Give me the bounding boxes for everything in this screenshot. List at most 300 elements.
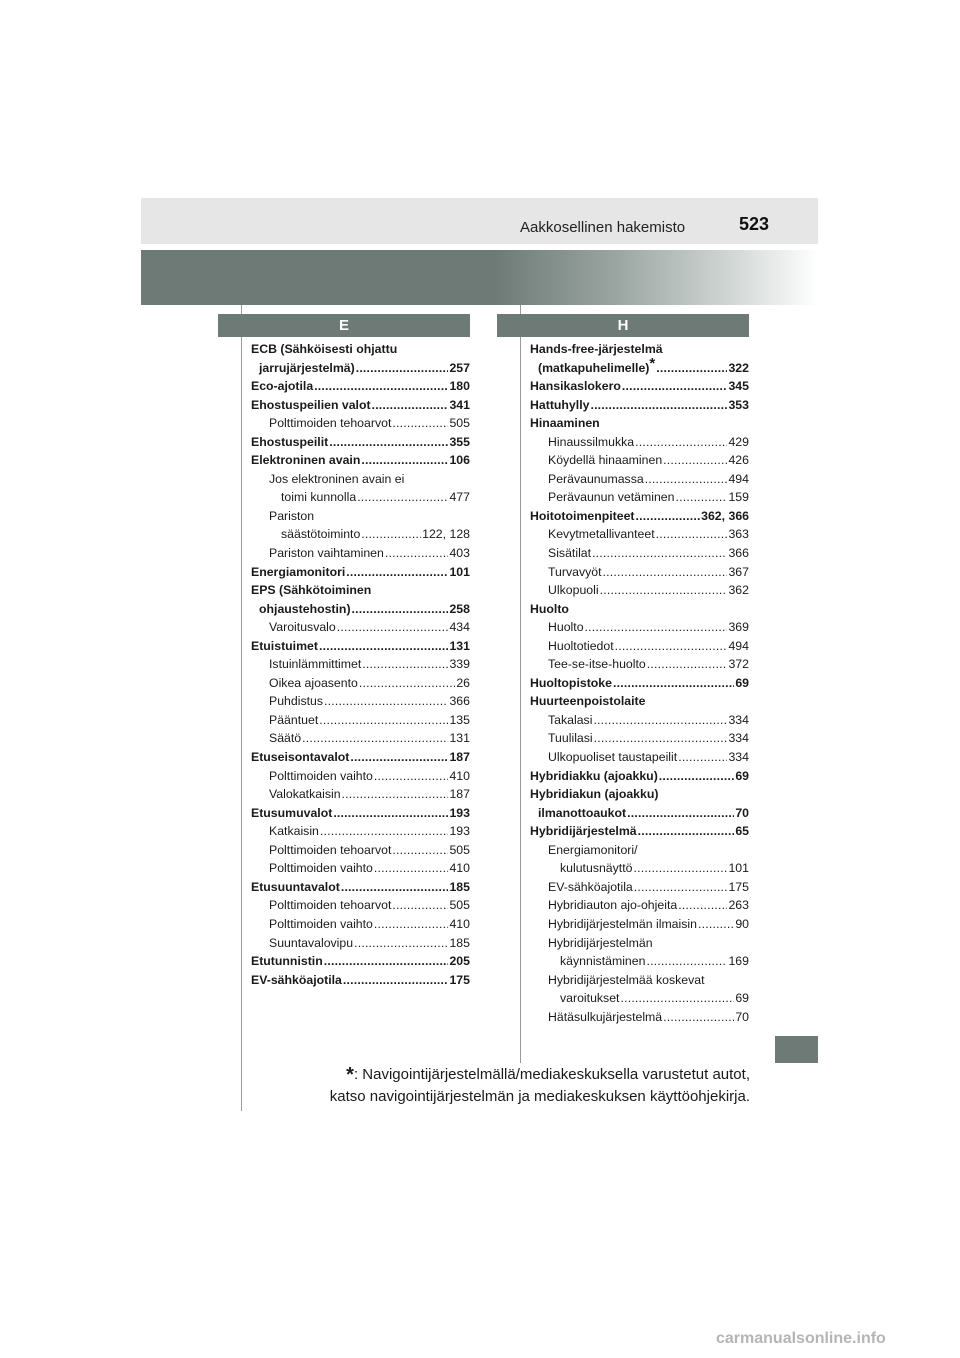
index-entry	[251, 878, 470, 897]
index-entry	[530, 822, 749, 841]
entry-term: ECB (Sähköisesti ohjattu	[251, 342, 398, 356]
index-entry-line	[530, 563, 749, 582]
page-ref: 175	[449, 972, 470, 987]
page-ref: 410	[449, 916, 470, 931]
index-entry-line-cont	[530, 841, 749, 860]
index-entry-line	[530, 989, 749, 1008]
entry-term: Turvavyöt	[548, 564, 602, 579]
chapter-tab	[775, 1036, 818, 1063]
page-ref: 355	[449, 434, 470, 449]
letter-h-label: H	[617, 317, 629, 334]
dot-leader	[615, 637, 728, 656]
index-entry-line	[530, 674, 749, 693]
index-entry	[251, 711, 470, 730]
dot-leader	[634, 878, 728, 897]
dot-leader	[354, 934, 448, 953]
index-entry	[530, 507, 749, 526]
entry-term: Pariston	[269, 508, 315, 523]
index-entry	[251, 822, 470, 841]
page-ref: 180	[449, 379, 470, 394]
entry-term: Jos elektroninen avain ei	[269, 471, 405, 486]
entry-term: Kevytmetallivanteet	[548, 527, 655, 542]
dot-leader	[359, 674, 455, 693]
dot-leader	[620, 989, 734, 1008]
index-entry	[251, 859, 470, 878]
dot-leader	[324, 952, 449, 971]
page-ref: 345	[728, 379, 749, 394]
page-ref: 505	[449, 416, 470, 431]
dot-leader	[352, 600, 449, 619]
entry-term: Hinaaminen	[530, 416, 600, 431]
dot-leader	[663, 451, 727, 470]
index-entry	[251, 841, 470, 860]
index-entry-line-cont	[530, 340, 749, 359]
page-ref: 426	[728, 453, 749, 468]
page-ref: 69	[735, 991, 749, 1006]
index-entry-line	[530, 1008, 749, 1027]
entry-term: Istuinlämmittimet	[269, 657, 362, 672]
index-entry-line-cont	[251, 581, 470, 600]
index-entry-line	[530, 711, 749, 730]
index-entry	[251, 396, 470, 415]
page-ref: 362	[728, 583, 749, 598]
index-entry	[251, 340, 470, 377]
dot-leader	[341, 878, 449, 897]
index-entry-line	[251, 674, 470, 693]
dot-leader	[392, 896, 448, 915]
entry-term: Huoltopistoke	[530, 675, 612, 690]
index-entry	[530, 896, 749, 915]
dot-leader	[678, 896, 727, 915]
index-entry-line	[251, 971, 470, 990]
index-entry-line-cont	[251, 340, 470, 359]
dot-leader	[613, 674, 734, 693]
page-ref: 69	[735, 768, 749, 783]
index-entry-line	[530, 396, 749, 415]
index-entry	[530, 488, 749, 507]
index-entry-line	[251, 618, 470, 637]
index-entry	[251, 767, 470, 786]
index-entry-line	[530, 414, 749, 433]
dot-leader	[627, 804, 734, 823]
index-entry-line	[530, 354, 749, 378]
dot-leader	[319, 711, 448, 730]
page-ref: 187	[449, 787, 470, 802]
index-entry	[530, 581, 749, 600]
index-entry	[251, 507, 470, 544]
dot-leader	[646, 952, 727, 971]
index-entry-line	[251, 433, 470, 452]
index-entry-line	[530, 896, 749, 915]
page-ref: 494	[728, 471, 749, 486]
footnote-text-1: : Navigointijärjestelmällä/mediakeskuksella varustetut autot,	[353, 1066, 750, 1083]
entry-term: (matkapuhelimelle)*	[538, 354, 656, 375]
index-entry-line	[530, 822, 749, 841]
index-entry-line	[530, 915, 749, 934]
dot-leader	[622, 377, 728, 396]
page-ref: 185	[449, 935, 470, 950]
index-entry	[251, 952, 470, 971]
page-ref: 367	[728, 564, 749, 579]
entry-term: Polttimoiden vaihto	[269, 768, 373, 783]
index-entry-line	[530, 488, 749, 507]
index-entry	[530, 748, 749, 767]
index-entry-line	[251, 544, 470, 563]
index-entry-line	[530, 433, 749, 452]
dot-leader	[374, 859, 449, 878]
page-ref: 65	[735, 824, 749, 839]
index-entry-line	[530, 878, 749, 897]
entry-term: Polttimoiden tehoarvot	[269, 416, 392, 431]
footnote-line-2: katso navigointijärjestelmän ja mediakeskuksen käyttöohjekirja.	[329, 1088, 750, 1105]
page-ref: 410	[449, 768, 470, 783]
dot-leader	[656, 359, 727, 378]
entry-term: Ehostuspeilit	[251, 434, 329, 449]
entry-term: Ehostuspeilien valot	[251, 397, 371, 412]
index-entry-line	[251, 878, 470, 897]
index-entry	[251, 433, 470, 452]
index-entry	[530, 544, 749, 563]
entry-term: Perävaunumassa	[548, 471, 644, 486]
index-entry	[530, 971, 749, 1008]
page-ref: 363	[728, 527, 749, 542]
index-entry-line	[530, 748, 749, 767]
page-ref: 135	[449, 712, 470, 727]
index-column-h	[530, 340, 749, 1026]
page-ref: 70	[735, 1009, 749, 1024]
page-ref: 106	[449, 453, 470, 468]
page-ref: 353	[728, 397, 749, 412]
index-entry	[251, 581, 470, 618]
entry-term: Hinaussilmukka	[548, 434, 635, 449]
index-entry	[530, 618, 749, 637]
page-ref: 101	[449, 564, 470, 579]
dot-leader	[636, 507, 701, 526]
page-ref: 410	[449, 861, 470, 876]
index-entry	[530, 1008, 749, 1027]
dot-leader	[633, 859, 727, 878]
index-entry-line	[251, 525, 470, 544]
index-entry	[251, 748, 470, 767]
entry-term: Etusumuvalot	[251, 805, 333, 820]
index-entry	[530, 433, 749, 452]
dot-leader	[356, 359, 449, 378]
dot-leader	[392, 414, 448, 433]
index-entry-line	[251, 414, 470, 433]
page-ref: 369	[728, 620, 749, 635]
page-ref: 372	[728, 657, 749, 672]
dot-leader	[350, 748, 448, 767]
entry-term: Elektroninen avain	[251, 453, 361, 468]
index-column-e	[251, 340, 470, 989]
entry-term: Hattuhylly	[530, 397, 590, 412]
dot-leader	[361, 451, 448, 470]
index-entry-line	[530, 581, 749, 600]
page-ref: 69	[735, 675, 749, 690]
dot-leader	[357, 488, 448, 507]
page-ref: 322	[728, 360, 749, 375]
dot-leader	[600, 581, 728, 600]
index-entry-line-cont	[251, 470, 470, 489]
index-entry-line	[530, 952, 749, 971]
entry-term: Etuseisontavalot	[251, 750, 350, 765]
index-entry-line	[530, 692, 749, 711]
index-entry	[530, 525, 749, 544]
footnote-star: *	[649, 354, 656, 372]
page-ref: 263	[728, 898, 749, 913]
index-entry-line	[251, 637, 470, 656]
page-ref: 258	[449, 601, 470, 616]
index-entry	[251, 692, 470, 711]
index-entry	[530, 637, 749, 656]
index-entry-line	[251, 359, 470, 378]
entry-term: Hybridijärjestelmää koskevat	[548, 972, 705, 987]
entry-term: Hoitotoimenpiteet	[530, 508, 635, 523]
index-entry-line	[251, 488, 470, 507]
index-entry	[530, 878, 749, 897]
entry-term: toimi kunnolla	[281, 490, 357, 505]
index-entry-line	[251, 600, 470, 619]
page-ref: 434	[449, 620, 470, 635]
entry-term: Eco-ajotila	[251, 379, 314, 394]
page-ref: 70	[735, 805, 749, 820]
page-ref: 505	[449, 898, 470, 913]
page-ref: 341	[449, 397, 470, 412]
entry-term: Hybridijärjestelmän	[548, 935, 653, 950]
dot-leader	[678, 748, 727, 767]
page-ref: 334	[728, 750, 749, 765]
entry-term: säästötoiminto	[281, 527, 361, 542]
dot-leader	[590, 396, 727, 415]
entry-term: Oikea ajoasento	[269, 675, 358, 690]
page-ref: 366	[449, 694, 470, 709]
entry-term: Polttimoiden vaihto	[269, 916, 373, 931]
index-entry-line	[530, 507, 749, 526]
index-entry-line	[251, 655, 470, 674]
entry-term: Hybridijärjestelmä	[530, 824, 637, 839]
page-ref: 477	[449, 490, 470, 505]
dot-leader	[343, 971, 449, 990]
dot-leader	[647, 655, 728, 674]
entry-term: EV-sähköajotila	[251, 972, 342, 987]
page-ref: 185	[449, 879, 470, 894]
entry-term: Hybridiauton ajo-ohjeita	[548, 898, 678, 913]
index-entry-line	[530, 804, 749, 823]
index-entry-line	[251, 804, 470, 823]
index-entry	[530, 414, 749, 433]
entry-term: käynnistäminen	[560, 954, 646, 969]
entry-term: Ulkopuoli	[548, 583, 599, 598]
page-number: 523	[739, 214, 770, 234]
entry-term: Hansikaslokero	[530, 379, 621, 394]
dot-leader	[362, 655, 448, 674]
index-entry	[251, 563, 470, 582]
page-ref: 26	[456, 675, 470, 690]
index-entry-line	[251, 729, 470, 748]
index-entry-line	[251, 692, 470, 711]
index-entry-line	[530, 544, 749, 563]
watermark: carmanualsonline.info	[716, 1330, 886, 1347]
entry-term: Etutunnistin	[251, 954, 323, 969]
footnote-marker: *	[346, 1064, 354, 1086]
index-entry-line	[530, 525, 749, 544]
dot-leader	[374, 915, 449, 934]
page-ref: 193	[449, 805, 470, 820]
index-entry	[530, 563, 749, 582]
dot-leader	[659, 767, 735, 786]
index-entry	[251, 785, 470, 804]
entry-term: Hands-free-järjestelmä	[530, 342, 663, 356]
entry-term: Etusuuntavalot	[251, 879, 340, 894]
dot-leader	[324, 692, 448, 711]
page-ref: 257	[449, 360, 470, 375]
dot-leader	[302, 729, 448, 748]
index-entry	[251, 674, 470, 693]
index-entry	[530, 674, 749, 693]
entry-term: Valokatkaisin	[269, 787, 341, 802]
index-entry-line	[251, 785, 470, 804]
index-entry-line-cont	[251, 507, 470, 526]
entry-term: Hybridiakku (ajoakku)	[530, 768, 658, 783]
letter-heading-e	[218, 314, 470, 337]
page-ref: 169	[728, 954, 749, 969]
index-entry	[530, 340, 749, 377]
entry-term: Huoltotiedot	[548, 638, 614, 653]
page-ref: 334	[728, 712, 749, 727]
entry-term: Hätäsulkujärjestelmä	[548, 1009, 663, 1024]
index-entry	[251, 544, 470, 563]
index-entry-line	[530, 859, 749, 878]
page-ref: 505	[449, 842, 470, 857]
header-band	[141, 198, 818, 244]
entry-term: Hybridijärjestelmän ilmaisin	[548, 916, 697, 931]
index-entry-line	[251, 841, 470, 860]
index-entry-line	[251, 859, 470, 878]
index-entry-line	[530, 729, 749, 748]
entry-term: Pariston vaihtaminen	[269, 546, 384, 561]
dot-leader	[314, 377, 448, 396]
letter-heading-h	[497, 314, 749, 337]
index-entry-line	[530, 655, 749, 674]
index-entry	[251, 896, 470, 915]
index-entry-line	[530, 451, 749, 470]
entry-term: Huurteenpoistolaite	[530, 694, 646, 709]
entry-term: EPS (Sähkötoiminen	[251, 583, 372, 598]
entry-term: Puhdistus	[269, 694, 324, 709]
entry-term: Polttimoiden tehoarvot	[269, 842, 392, 857]
index-entry	[251, 470, 470, 507]
dot-leader	[698, 915, 734, 934]
index-entry-line	[530, 470, 749, 489]
dot-leader	[385, 544, 449, 563]
index-entry-line	[530, 377, 749, 396]
index-entry-line	[251, 563, 470, 582]
dot-leader	[333, 804, 448, 823]
page-ref: 205	[449, 954, 470, 969]
page-ref: 122, 128	[422, 527, 470, 542]
entry-term: kulutusnäyttö	[560, 861, 633, 876]
index-entry-line	[530, 767, 749, 786]
entry-term: Etuistuimet	[251, 638, 318, 653]
dot-leader	[346, 563, 448, 582]
page-ref: 90	[735, 916, 749, 931]
entry-term: Säätö	[269, 731, 302, 746]
entry-term: Tuulilasi	[548, 731, 593, 746]
page-ref: 131	[449, 731, 470, 746]
page-ref: 187	[449, 750, 470, 765]
index-entry	[251, 414, 470, 433]
page-ref: 429	[728, 434, 749, 449]
index-entry-line	[251, 451, 470, 470]
index-entry	[251, 451, 470, 470]
index-entry-line-cont	[530, 785, 749, 804]
entry-term: Köydellä hinaaminen	[548, 453, 663, 468]
decorative-gradient-bar	[141, 250, 818, 305]
entry-term: Suuntavalovipu	[269, 935, 354, 950]
index-entry	[251, 915, 470, 934]
index-entry	[251, 971, 470, 990]
footnote-line-1	[300, 1064, 750, 1086]
index-entry	[530, 600, 749, 619]
letter-e-label: E	[338, 317, 349, 334]
column-divider-left	[241, 305, 242, 1111]
dot-leader	[392, 841, 448, 860]
index-entry	[530, 692, 749, 711]
page-ref: 362, 366	[701, 508, 749, 523]
dot-leader	[675, 488, 727, 507]
entry-term: Huolto	[548, 620, 584, 635]
index-entry	[530, 785, 749, 822]
index-entry-line	[530, 637, 749, 656]
index-entry	[530, 767, 749, 786]
entry-term: Polttimoiden vaihto	[269, 861, 373, 876]
dot-leader	[320, 822, 449, 841]
page-ref: 494	[728, 638, 749, 653]
entry-term: Varoitusvalo	[269, 620, 336, 635]
dot-leader	[656, 525, 728, 544]
index-entry	[530, 934, 749, 971]
section-title: Aakkosellinen hakemisto	[520, 219, 686, 236]
dot-leader	[592, 544, 727, 563]
entry-term: Hybridiakun (ajoakku)	[530, 787, 659, 802]
page-ref: 131	[449, 638, 470, 653]
entry-term: EV-sähköajotila	[548, 879, 633, 894]
index-entry-line	[251, 952, 470, 971]
page-ref: 366	[728, 546, 749, 561]
page-ref: 159	[728, 490, 749, 505]
dot-leader	[594, 729, 728, 748]
index-entry	[530, 655, 749, 674]
entry-term: Sisätilat	[548, 546, 592, 561]
entry-term: Ulkopuoliset taustapeilit	[548, 750, 678, 765]
dot-leader	[603, 563, 728, 582]
index-entry	[530, 396, 749, 415]
entry-term: Polttimoiden tehoarvot	[269, 898, 392, 913]
index-entry-line	[530, 600, 749, 619]
entry-term: Tee-se-itse-huolto	[548, 657, 646, 672]
page-ref: 339	[449, 657, 470, 672]
index-entry-line	[251, 396, 470, 415]
index-entry	[530, 841, 749, 878]
entry-term: Energiamonitori	[251, 564, 346, 579]
entry-term: Huolto	[530, 601, 569, 616]
index-entry-line	[251, 767, 470, 786]
index-entry-line	[251, 748, 470, 767]
dot-leader	[593, 711, 727, 730]
index-entry	[530, 377, 749, 396]
index-entry-line	[251, 822, 470, 841]
entry-term: varoitukset	[560, 991, 620, 1006]
